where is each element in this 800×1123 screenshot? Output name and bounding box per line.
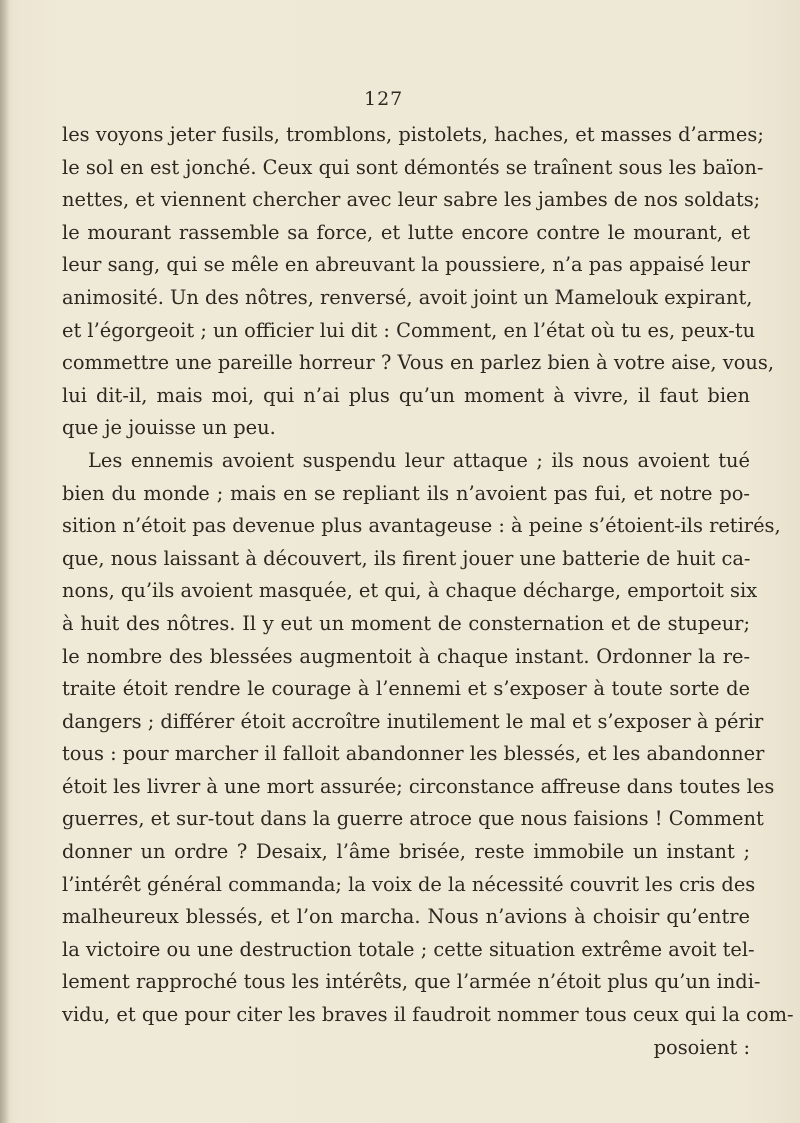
text-line: à huit des nôtres. Il y eut un moment de consternation et de stupeur; — [62, 611, 750, 635]
text-line: les voyons jeter fusils, tromblons, pistolets, haches, et masses d’armes; — [62, 123, 764, 146]
page-edge-shadow — [0, 0, 10, 1123]
text-line: guerres, et sur-tout dans la guerre atroce que nous faisions ! Comment — [62, 807, 764, 831]
text-line: dangers ; différer étoit accroître inutilement le mal et s’exposer à périr — [62, 709, 764, 733]
text-line: étoit les livrer à une mort assurée; circonstance affreuse dans toutes les — [62, 774, 775, 798]
body-text — [62, 119, 794, 1064]
text-line: leur sang, qui se mêle en abreuvant la poussiere, n’a pas appaisé leur — [62, 253, 750, 277]
text-line: et l’égorgeoit ; un officier lui dit : Comment, en l’état où tu es, peux-tu — [62, 318, 756, 342]
text-line: la victoire ou une destruction totale ; cette situation extrême avoit tel- — [62, 937, 755, 961]
text-line: bien du monde ; mais en se repliant ils n’avoient pas fui, et notre po- — [62, 481, 750, 505]
text-line: que, nous laissant à découvert, ils firent jouer une batterie de huit ca- — [62, 546, 751, 570]
page-number: 127 — [364, 88, 404, 110]
text-line: commettre une pareille horreur ? Vous en parlez bien à votre aise, vous, — [62, 351, 774, 375]
text-line: donner un ordre ? Desaix, l’âme brisée, reste immobile un instant ; — [62, 840, 750, 864]
text-line: Les ennemis avoient suspendu leur attaque ; ils nous avoient tué — [88, 448, 750, 472]
text-line: le sol en est jonché. Ceux qui sont démontés se traînent sous les baïon- — [62, 155, 764, 179]
text-line: tous : pour marcher il falloit abandonner les blessés, et les abandonner — [62, 742, 765, 766]
text-line: le mourant rassemble sa force, et lutte encore contre le mourant, et — [62, 220, 750, 244]
text-line: lui dit-il, mais moi, qui n’ai plus qu’un moment à vivre, il faut bien — [62, 383, 750, 407]
text-line: nons, qu’ils avoient masquée, et qui, à chaque décharge, emportoit six — [62, 579, 758, 603]
text-line: le nombre des blessées augmentoit à chaque instant. Ordonner la re- — [62, 644, 750, 668]
text-line: lement rapproché tous les intérêts, que l’armée n’étoit plus qu’un indi- — [62, 970, 761, 994]
catchword: posoient : — [653, 1035, 750, 1059]
text-line: malheureux blessés, et l’on marcha. Nous n’avions à choisir qu’entre — [62, 905, 750, 929]
text-line: sition n’étoit pas devenue plus avantageuse : à peine s’étoient-ils retirés, — [62, 514, 781, 538]
text-line: vidu, et que pour citer les braves il faudroit nommer tous ceux qui la com- — [62, 1003, 794, 1027]
text-line: que je jouisse un peu. — [62, 416, 276, 440]
text-line: traite étoit rendre le courage à l’ennemi et s’exposer à toute sorte de — [62, 677, 750, 701]
text-line: animosité. Un des nôtres, renversé, avoit joint un Mamelouk expirant, — [62, 285, 753, 309]
text-line: nettes, et viennent chercher avec leur sabre les jambes de nos soldats; — [62, 188, 761, 212]
text-line: l’intérêt général commanda; la voix de la nécessité couvrit les cris des — [62, 872, 756, 896]
